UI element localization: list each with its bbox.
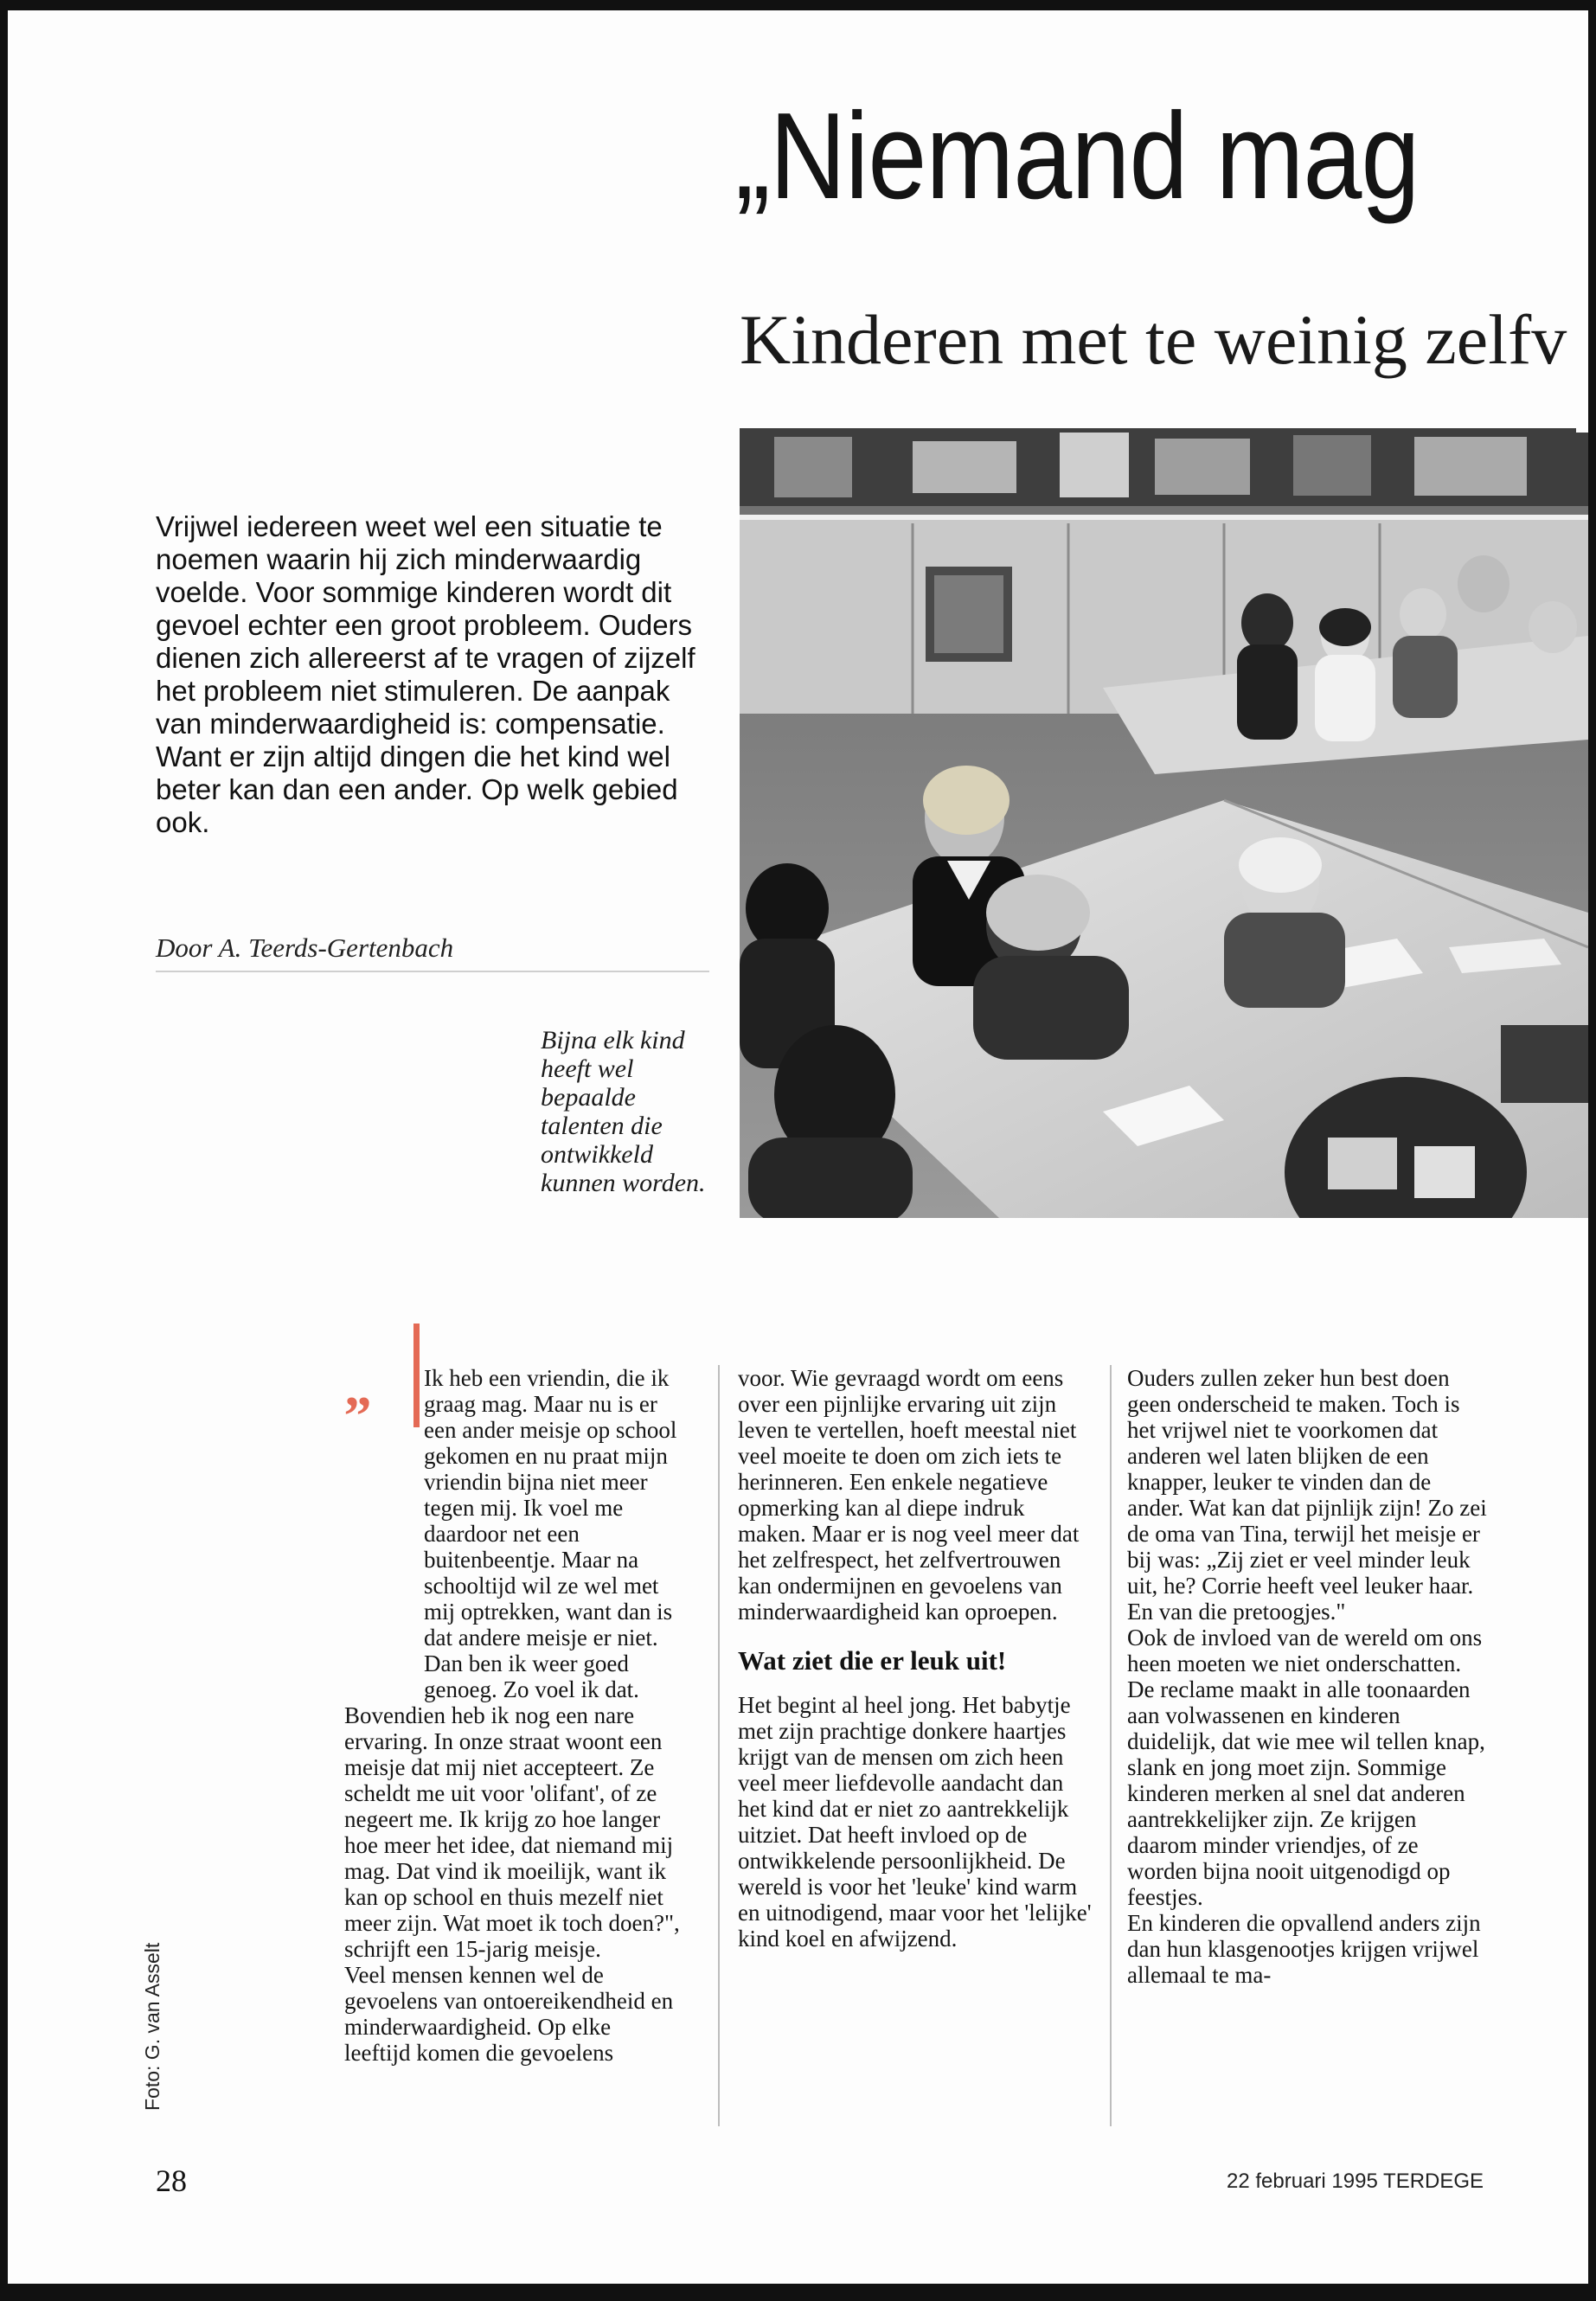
article-paragraph: voor. Wie gevraagd wordt om eens over een pijnlijke ervaring uit zijn leven te vertellen, hoeft meestal niet veel moeite te doen om zich iets te herinneren. Een enkele negatieve opmerking kan al diepe indruk maken. Maar er is nog veel meer dat het zelfrespect, het zelfvertrouwen kan ondermijnen en gevoelens van minderwaardigheid kan oproepen. xyxy=(738,1365,1080,1625)
scan-border-right xyxy=(1588,0,1596,2301)
pull-quote: Bijna elk kind heeft wel bepaalde talenten die ontwikkeld kunnen worden. xyxy=(541,1026,706,1197)
article-paragraph: Ouders zullen zeker hun best doen geen onderscheid te maken. Toch is het vrijwel niet te voorkomen dat anderen wel laten blijken de een knapper, leuker te vinden dan de ander. Wat kan dat pijnlijk zijn! Zo zei de oma van Tina, terwijl het meisje er bij was: „Zij ziet er veel minder leuk uit, he? Corrie heeft veel leuker haar. En van die pretoogjes." xyxy=(1127,1365,1487,1625)
classroom-photo xyxy=(740,428,1588,1218)
article-paragraph: Ook de invloed van de wereld om ons heen moeten we niet onderschatten. De reclame maakt in alle toonaarden aan volwassenen en kinderen duidelijk, dat wie mee wil tellen knap, slank en jong moet zijn. Sommige kinderen merken al snel dat anderen aantrekkelijker zijn. Ze krijgen daarom minder vriendjes, of ze worden bijna nooit uitgenodigd op feestjes. xyxy=(1127,1625,1485,1910)
scan-border-left xyxy=(0,0,8,2301)
article-paragraph: Bovendien heb ik nog een nare ervaring. In onze straat woont een meisje dat mij niet accepteert. Ze scheldt me uit voor 'olifant', of ze negeert me. Ik krijg zo hoe langer hoe meer het idee, dat niemand mij mag. Dat vind ik moeilijk, want ik kan op school en thuis mezelf niet meer zijn. Wat moet ik toch doen?", schrijft een 15-jarig meisje. xyxy=(344,1702,680,1962)
intro-paragraph: Vrijwel iedereen weet wel een situatie te noemen waarin hij zich minderwaardig voelde. Voor sommige kinderen wordt dit gevoel echter een groot probleem. Ouders dienen zich allereerst af te vragen of zijzelf het probleem niet stimuleren. De aanpak van minderwaardigheid is: compensatie. Want er zijn altijd dingen die het kind wel beter kan dan een ander. Op welk gebied ook. xyxy=(156,510,695,838)
page-number: 28 xyxy=(156,2163,187,2198)
article-column-2 xyxy=(738,1365,1093,1952)
subtitle: Kinderen met te weinig zelfv xyxy=(740,300,1567,379)
article-paragraph: En kinderen die opvallend anders zijn dan hun klasgenootjes krijgen vrijwel allemaal te ma- xyxy=(1127,1910,1481,1988)
photo-credit: Foto: G. van Asselt xyxy=(141,1942,163,2111)
column-divider xyxy=(1110,1365,1112,2126)
article-column-3 xyxy=(1127,1365,1490,1988)
classroom-photo-illustration xyxy=(740,428,1588,1218)
issue-date: 22 februari 1995 TERDEGE xyxy=(1227,2170,1484,2193)
headline: „Niemand mag xyxy=(735,87,1420,225)
column-divider xyxy=(718,1365,720,2126)
article-paragraph: Het begint al heel jong. Het babytje met zijn prachtige donkere haartjes krijgt van de mensen om zich heen veel meer liefdevolle aandacht dan het kind dat er niet zo aantrekkelijk uitziet. Dat heeft invloed op de ontwikkelende persoonlijkheid. De wereld is voor het 'leuke' kind warm en uitnodigend, maar voor het 'lelijke' kind koel en afwijzend. xyxy=(738,1692,1092,1952)
article-paragraph: Ik heb een vriendin, die ik graag mag. Maar nu is er een ander meisje op school gekomen en nu praat mijn vriendin bijna niet meer tegen mij. Ik voel me daardoor net een buitenbeentje. Maar na schooltijd wil ze wel met mij optrekken, want dan is dat andere meisje er niet. Dan ben ik weer goed genoeg. Zo voel ik dat. xyxy=(424,1365,677,1702)
byline-divider xyxy=(156,971,709,972)
section-subheading: Wat ziet die er leuk uit! xyxy=(738,1645,1007,1676)
article-paragraph: Veel mensen kennen wel de gevoelens van ontoereikendheid en minderwaardigheid. Op elke leeftijd komen die gevoelens xyxy=(344,1962,674,2066)
headline-clip-edge xyxy=(1576,104,1588,433)
byline: Door A. Teerds-Gertenbach xyxy=(156,933,454,963)
article-column-1 xyxy=(344,1365,680,2066)
drop-cap-quote-mark: „ xyxy=(344,1356,372,1418)
scan-border-bottom xyxy=(0,2284,1596,2301)
scan-border-top xyxy=(0,0,1596,10)
